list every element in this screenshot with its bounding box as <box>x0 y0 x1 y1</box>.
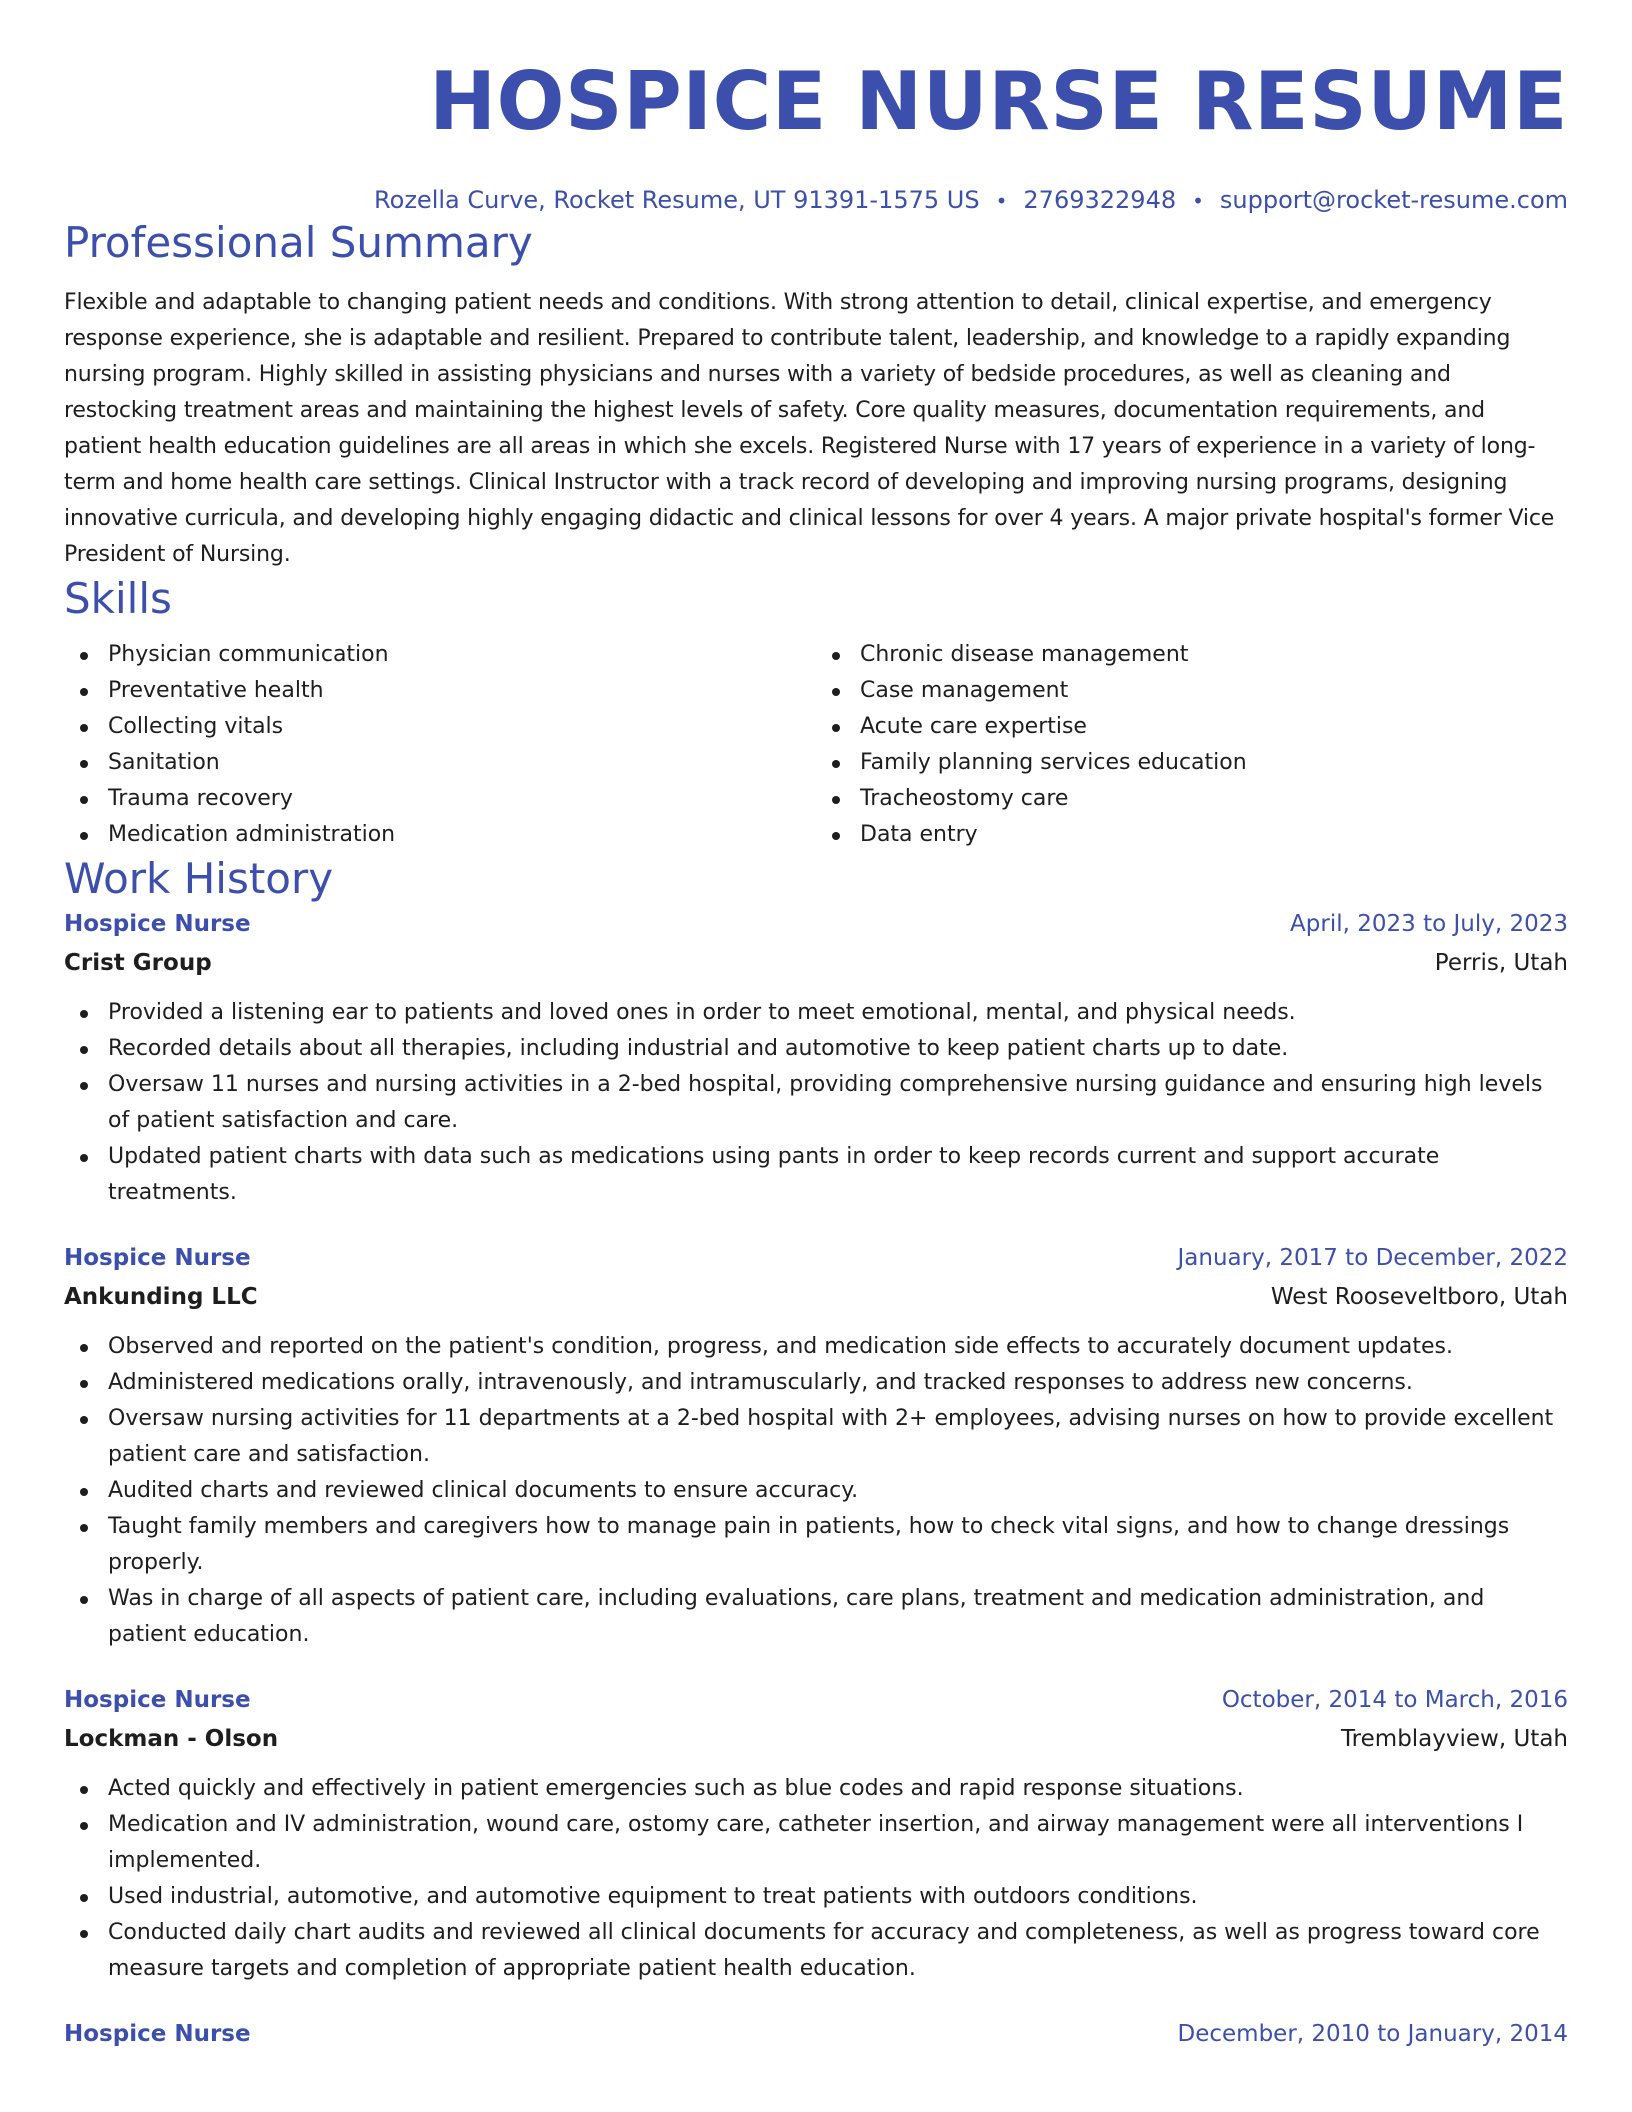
job-bullet: Observed and reported on the patient's condition, progress, and medication side effects to accurately document updates. <box>64 1329 1568 1365</box>
job-bullet: Taught family members and caregivers how to manage pain in patients, how to check vital signs, and how to change dressings properly. <box>64 1509 1568 1581</box>
job-bullet: Used industrial, automotive, and automotive equipment to treat patients with outdoors conditions. <box>64 1879 1568 1915</box>
job-entry <box>64 2015 1568 2053</box>
job-title: Hospice Nurse <box>64 1245 251 1271</box>
resume-title: HOSPICE NURSE RESUME <box>429 55 1568 148</box>
skill-item: Physician communication <box>64 637 816 673</box>
skills-heading: Skills <box>64 574 172 623</box>
job-company: Crist Group <box>64 950 212 976</box>
job-location: Tremblayview, Utah <box>1341 1726 1568 1752</box>
job-bullets <box>64 1771 1568 1987</box>
skill-item: Collecting vitals <box>64 709 816 745</box>
job-bullet: Oversaw nursing activities for 11 departments at a 2-bed hospital with 2+ employees, advising nurses on how to provide excellent patient care and satisfaction. <box>64 1401 1568 1473</box>
job-dates: April, 2023 to July, 2023 <box>1290 911 1568 937</box>
contact-email: support@rocket-resume.com <box>1219 186 1568 214</box>
job-bullets <box>64 1329 1568 1653</box>
job-bullet: Recorded details about all therapies, including industrial and automotive to keep patient charts up to date. <box>64 1031 1568 1067</box>
skill-item: Acute care expertise <box>816 709 1568 745</box>
job-bullet: Provided a listening ear to patients and loved ones in order to meet emotional, mental, and physical needs. <box>64 995 1568 1031</box>
job-company: Lockman - Olson <box>64 1726 279 1752</box>
skill-item: Preventative health <box>64 673 816 709</box>
job-entry <box>64 905 1568 1211</box>
job-title: Hospice Nurse <box>64 911 251 937</box>
job-bullets <box>64 995 1568 1211</box>
job-company: Ankunding LLC <box>64 1284 258 1310</box>
job-title: Hospice Nurse <box>64 1687 251 1713</box>
job-bullet: Acted quickly and effectively in patient emergencies such as blue codes and rapid response situations. <box>64 1771 1568 1807</box>
skill-item: Data entry <box>816 817 1568 853</box>
skill-item: Tracheostomy care <box>816 781 1568 817</box>
skill-item: Chronic disease management <box>816 637 1568 673</box>
job-dates: December, 2010 to January, 2014 <box>1177 2021 1568 2047</box>
job-bullet: Administered medications orally, intravenously, and intramuscularly, and tracked responses to address new concerns. <box>64 1365 1568 1401</box>
contact-separator: • <box>995 189 1008 213</box>
skills-column-right <box>816 637 1568 853</box>
job-bullet: Conducted daily chart audits and reviewed all clinical documents for accuracy and completeness, as well as progress toward core measure targets and completion of appropriate patient health education. <box>64 1915 1568 1987</box>
job-title: Hospice Nurse <box>64 2021 251 2047</box>
job-bullet: Audited charts and reviewed clinical documents to ensure accuracy. <box>64 1473 1568 1509</box>
job-entry <box>64 1239 1568 1653</box>
job-dates: October, 2014 to March, 2016 <box>1221 1687 1568 1713</box>
skills-column-left <box>64 637 816 853</box>
skills-list <box>64 637 1568 853</box>
job-location: West Rooseveltboro, Utah <box>1270 1284 1568 1310</box>
work-history-heading: Work History <box>64 854 334 903</box>
contact-address: Rozella Curve, Rocket Resume, UT 91391-1575 US <box>374 186 980 214</box>
skill-item: Family planning services education <box>816 745 1568 781</box>
job-bullet: Was in charge of all aspects of patient care, including evaluations, care plans, treatment and medication administration, and patient education. <box>64 1581 1568 1653</box>
job-bullet: Medication and IV administration, wound care, ostomy care, catheter insertion, and airway management were all interventions I implemented. <box>64 1807 1568 1879</box>
job-dates: January, 2017 to December, 2022 <box>1177 1245 1568 1271</box>
job-entry <box>64 1681 1568 1987</box>
contact-line <box>64 184 1568 217</box>
summary-text: Flexible and adaptable to changing patient needs and conditions. With strong attention to detail, clinical expertise, and emergency response experience, she is adaptable and resilient. Prepared to contribute talent, leadership, and knowledge to a rapidly expanding nursing program. Highly skilled in assisting physicians and nurses with a variety of bedside procedures, as well as cleaning and restocking treatment areas and maintaining the highest levels of safety. Core quality measures, documentation requirements, and patient health education guidelines are all areas in which she excels. Registered Nurse with 17 years of experience in a variety of long-term and home health care settings. Clinical Instructor with a track record of developing and improving nursing programs, designing innovative curricula, and developing highly engaging didactic and clinical lessons for over 4 years. A major private hospital's former Vice President of Nursing. <box>64 290 1555 567</box>
summary-heading: Professional Summary <box>64 218 533 267</box>
skill-item: Trauma recovery <box>64 781 816 817</box>
contact-phone: 2769322948 <box>1023 186 1177 214</box>
skill-item: Sanitation <box>64 745 816 781</box>
skill-item: Medication administration <box>64 817 816 853</box>
skill-item: Case management <box>816 673 1568 709</box>
job-bullet: Oversaw 11 nurses and nursing activities in a 2-bed hospital, providing comprehensive nursing guidance and ensuring high levels of patient satisfaction and care. <box>64 1067 1568 1139</box>
job-location: Perris, Utah <box>1434 950 1568 976</box>
job-bullet: Updated patient charts with data such as medications using pants in order to keep records current and support accurate treatments. <box>64 1139 1568 1211</box>
contact-separator: • <box>1192 189 1204 213</box>
